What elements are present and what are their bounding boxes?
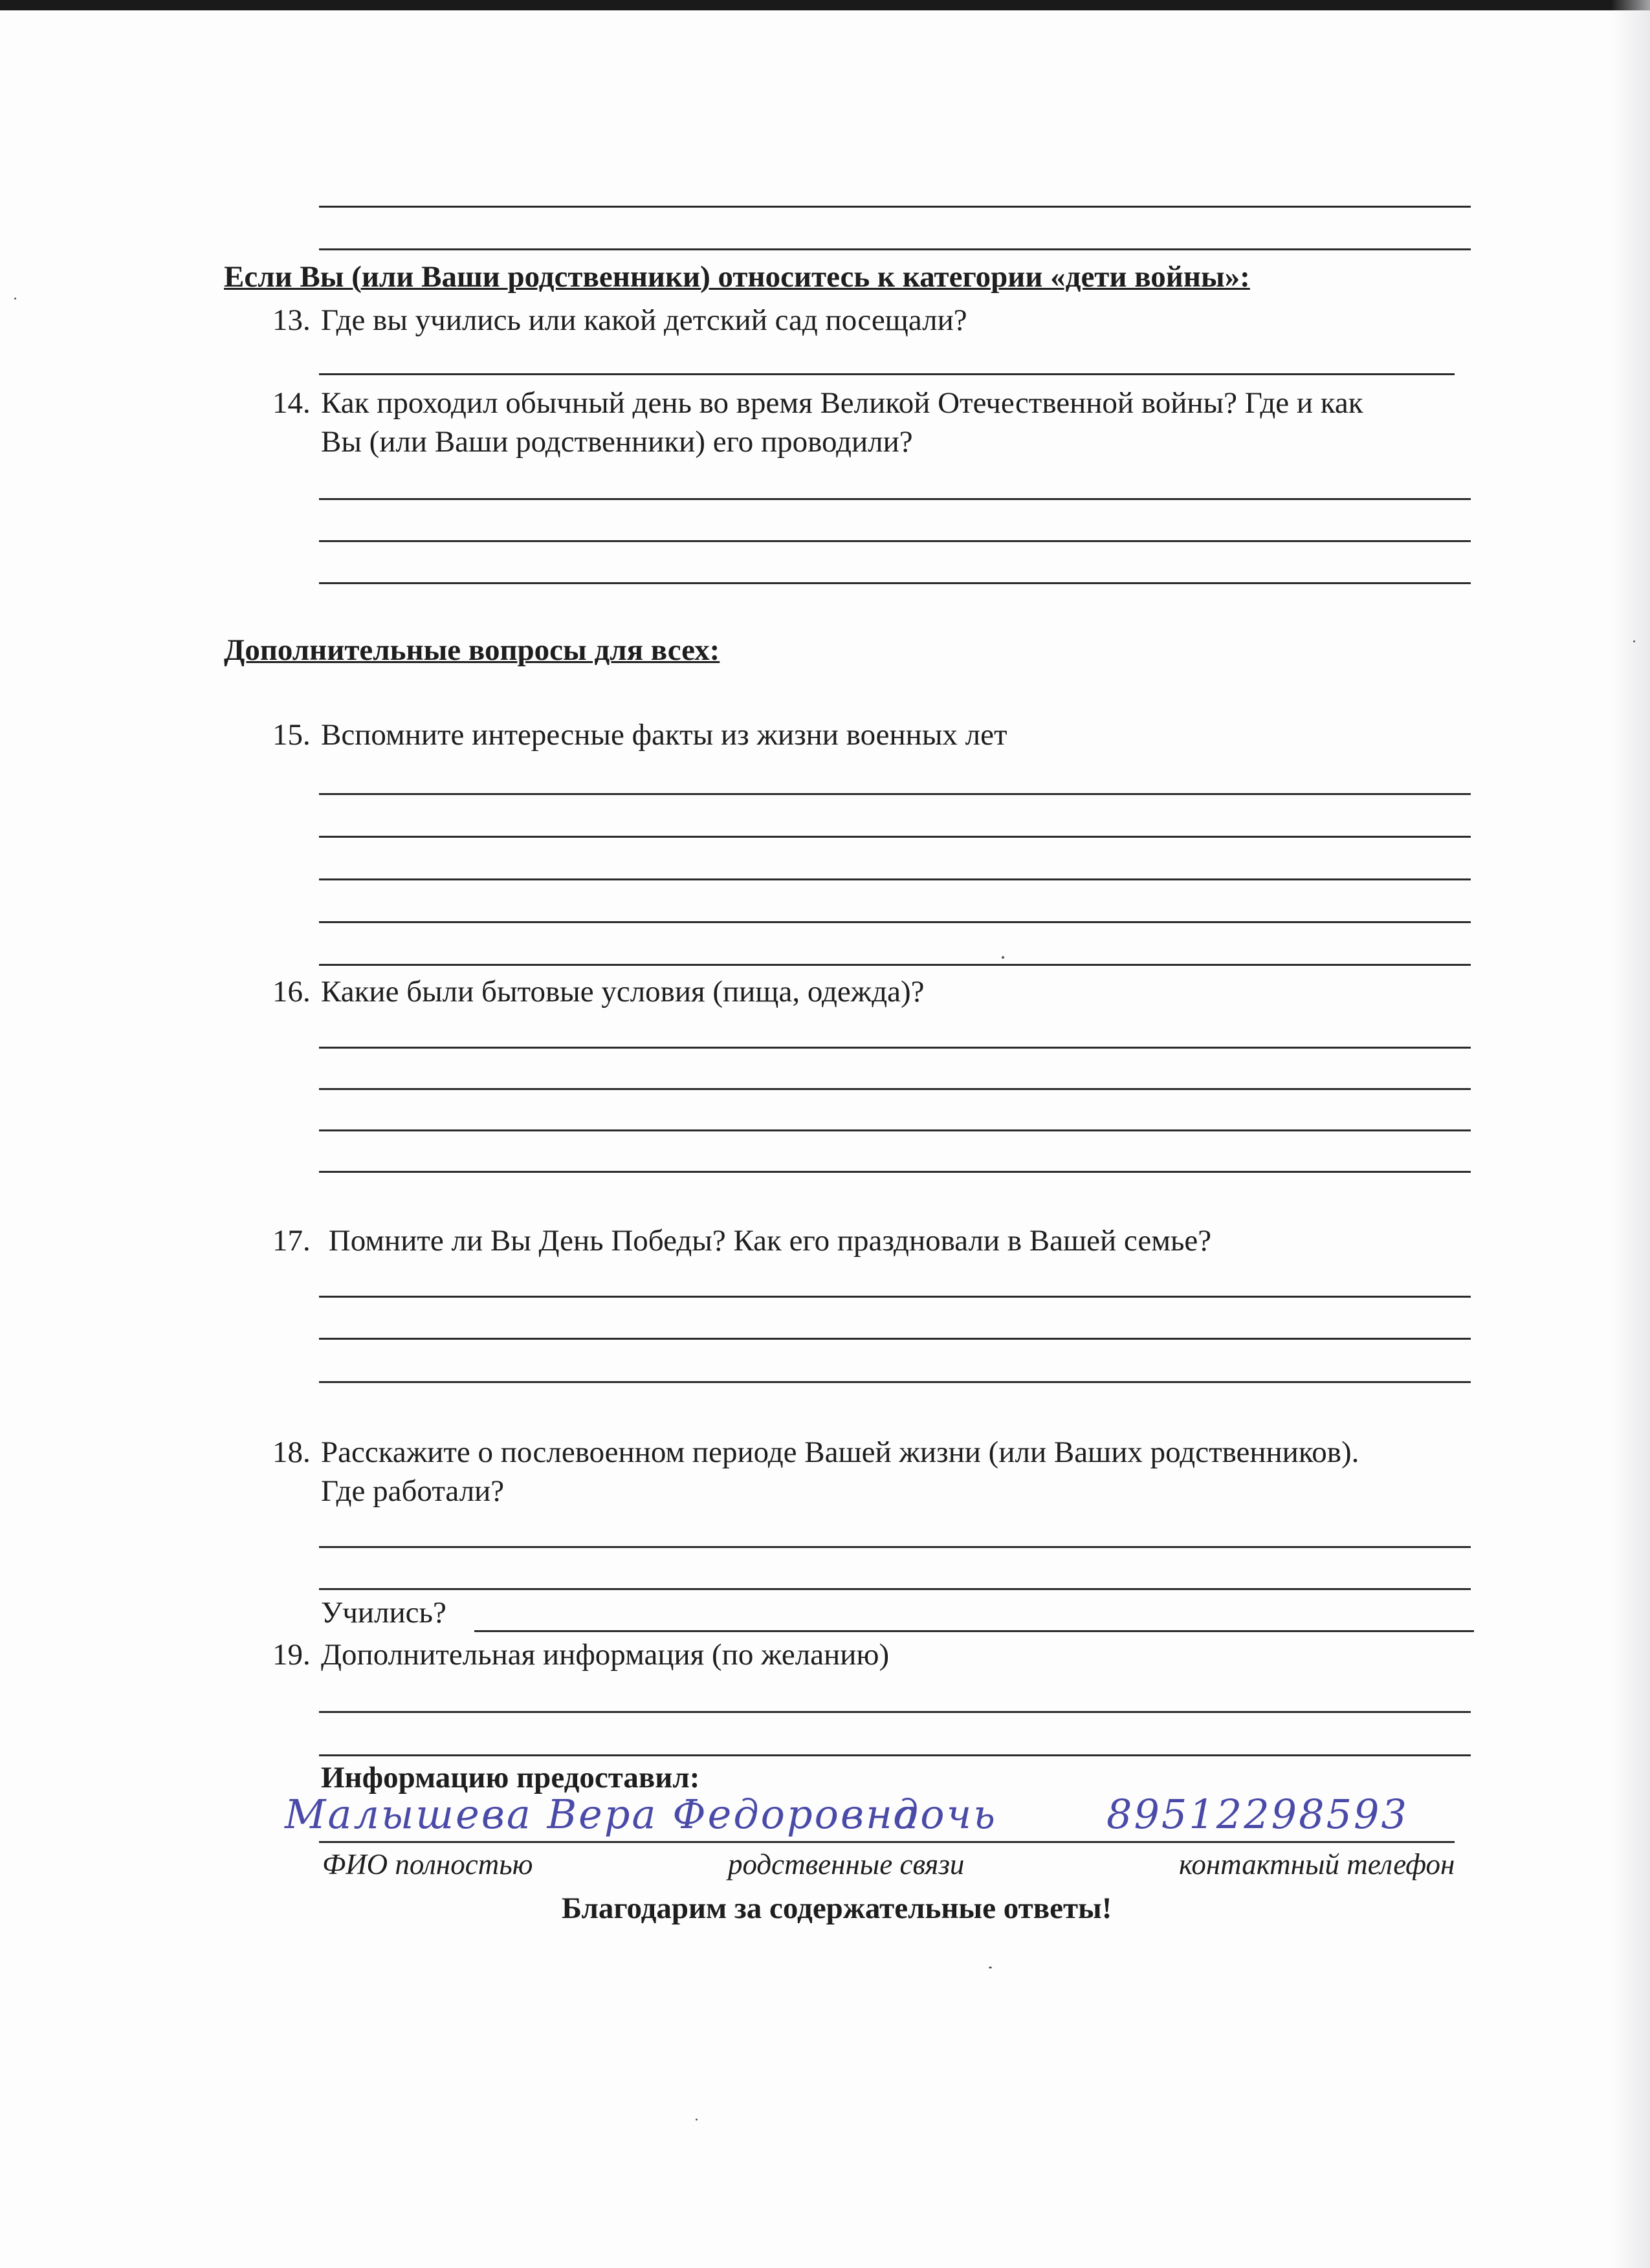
answer-line xyxy=(319,206,1471,208)
caption-relation: родственные связи xyxy=(728,1848,965,1881)
question-number: 16. xyxy=(272,975,311,1009)
question-17-text: Помните ли Вы День Победы? Как его праздновали в Вашей семье? xyxy=(321,1224,1212,1258)
section-heading-additional: Дополнительные вопросы для всех: xyxy=(224,633,720,667)
question-number: 14. xyxy=(272,386,311,420)
answer-line xyxy=(319,1754,1471,1756)
answer-line xyxy=(319,1296,1471,1298)
answer-line xyxy=(319,1047,1471,1049)
provided-by-label: Информацию предоставил: xyxy=(321,1761,700,1794)
caption-phone: контактный телефон xyxy=(1179,1848,1455,1881)
scan-speck xyxy=(696,2119,698,2121)
question-19-text: Дополнительная информация (по желанию) xyxy=(321,1638,890,1672)
handwritten-phone: 89512298593 xyxy=(1106,1791,1409,1838)
question-14-text-line2: Вы (или Ваши родственники) его проводили? xyxy=(321,425,913,459)
answer-line xyxy=(319,1381,1471,1383)
answer-line xyxy=(319,1129,1471,1131)
scan-speck xyxy=(1633,640,1635,642)
answer-line xyxy=(319,836,1471,838)
question-number: 18. xyxy=(272,1435,311,1469)
question-15-text: Вспомните интересные факты из жизни военных лет xyxy=(321,718,1007,752)
question-number: 19. xyxy=(272,1638,311,1672)
handwritten-relation: дочь xyxy=(893,1791,997,1838)
handwritten-name: Малышева Вера Федоровна xyxy=(285,1791,920,1838)
scan-speck xyxy=(989,1967,992,1968)
scan-speck xyxy=(1002,956,1004,959)
answer-line xyxy=(319,1588,1471,1590)
question-18-text-line2: Где работали? xyxy=(321,1474,505,1508)
question-18-studied-label: Учились? xyxy=(321,1596,446,1630)
answer-line xyxy=(319,878,1471,880)
answer-line xyxy=(319,1546,1471,1548)
scan-right-shadow xyxy=(1611,0,1650,2268)
answer-line xyxy=(319,921,1471,923)
answer-line xyxy=(319,582,1471,584)
question-14-text-line1: Как проходил обычный день во время Великой Отечественной войны? Где и как xyxy=(321,386,1363,420)
answer-line xyxy=(319,373,1455,375)
question-18-text-line1: Расскажите о послевоенном периоде Вашей жизни (или Ваших родственников). xyxy=(321,1435,1359,1469)
answer-line xyxy=(319,1171,1471,1173)
caption-fio: ФИО полностью xyxy=(322,1848,533,1881)
answer-line xyxy=(474,1630,1474,1632)
answer-line xyxy=(319,540,1471,542)
answer-line xyxy=(319,793,1471,795)
answer-line xyxy=(319,1711,1471,1713)
question-number: 17. xyxy=(272,1224,311,1258)
question-number: 15. xyxy=(272,718,311,752)
question-number: 13. xyxy=(272,303,311,337)
answer-line xyxy=(319,1338,1471,1340)
answer-line xyxy=(319,498,1471,500)
scan-speck xyxy=(14,298,16,300)
answer-line xyxy=(319,1088,1471,1090)
signature-line xyxy=(319,1841,1455,1843)
scan-top-edge xyxy=(0,0,1650,10)
answer-line xyxy=(319,248,1471,250)
question-13-text: Где вы учились или какой детский сад посещали? xyxy=(321,303,967,337)
thanks-message: Благодарим за содержательные ответы! xyxy=(562,1892,1112,1925)
section-heading-children-of-war: Если Вы (или Ваши родственники) относитесь к категории «дети войны»: xyxy=(224,260,1250,294)
answer-line xyxy=(319,964,1471,966)
question-16-text: Какие были бытовые условия (пища, одежда)? xyxy=(321,975,925,1009)
